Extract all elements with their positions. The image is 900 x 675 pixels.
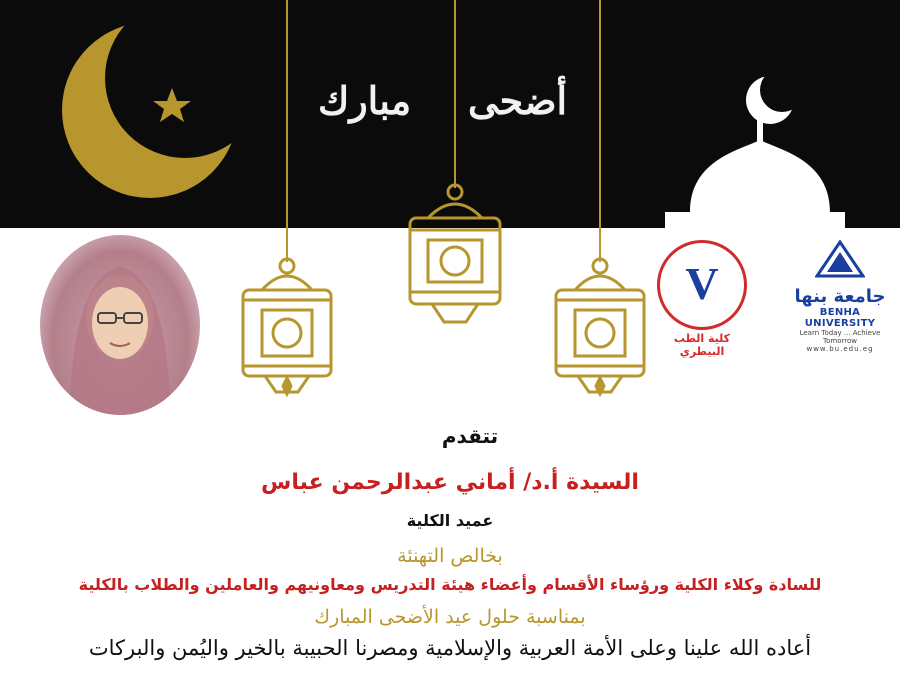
dean-title: عميد الكلية (406, 511, 494, 530)
university-emblem-icon (815, 240, 865, 278)
lantern-right-icon (556, 259, 644, 394)
greeting-word-mubarak: مبارك (318, 78, 412, 123)
recipients-text: للسادة وكلاء الكلية ورؤساء الأقسام وأعضاء هيئة التدريس ومعاونيهم والعاملين والطلاب بالكلية (78, 575, 822, 594)
university-name-arabic: جامعة بنها (794, 286, 886, 307)
university-website: www.bu.edu.eg (806, 345, 874, 353)
vet-faculty-caption: كلية الطب البيطري (673, 332, 731, 358)
mosque-dome-icon (665, 105, 845, 228)
vet-faculty-logo (656, 240, 748, 358)
presents-heading: تتقدم (441, 424, 499, 448)
prayer-text: أعاده الله علينا وعلى الأمة العربية والإسلامية ومصرنا الحبيبة بالخير واليُمن والبركات (88, 636, 812, 660)
dean-portrait (40, 235, 200, 415)
university-name-english: BENHA UNIVERSITY (804, 307, 876, 329)
occasion-text: بمناسبة حلول عيد الأضحى المبارك (314, 606, 586, 628)
lantern-left-icon (243, 259, 331, 394)
lantern-center-icon (410, 185, 500, 322)
dean-name: السيدة أ.د/ أماني عبدالرحمن عباس (261, 470, 639, 495)
vet-faculty-letter: V (685, 258, 719, 309)
congratulations-text: بخالص التهنئة (397, 545, 503, 567)
university-tagline: Learn Today ... Achieve Tomorrow (799, 329, 881, 345)
greeting-word-adha: أضحى (468, 78, 568, 123)
benha-university-logo (785, 240, 895, 353)
vet-faculty-emblem (657, 240, 747, 330)
small-crescent-icon (746, 68, 804, 124)
crescent-moon-icon (62, 0, 265, 198)
